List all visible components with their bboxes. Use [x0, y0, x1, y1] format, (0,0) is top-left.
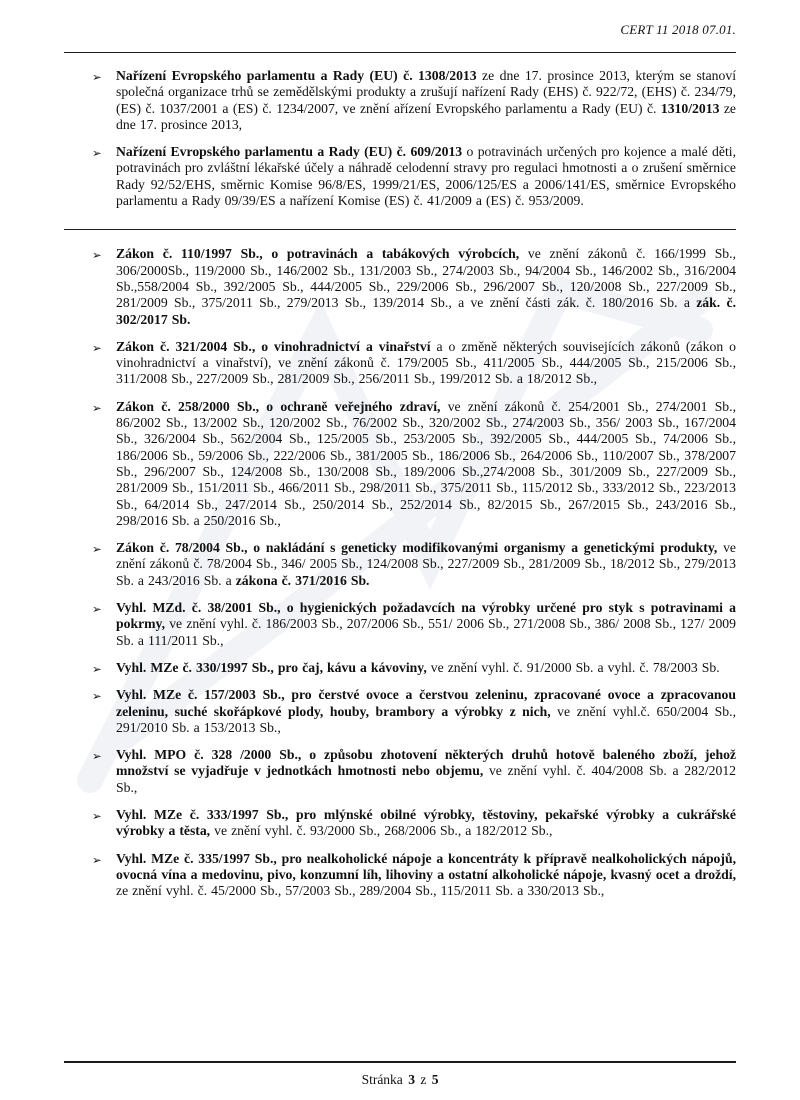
list-item [64, 246, 736, 327]
item-text: Zákon č. 110/1997 Sb., o potravinách a tabákových výrobcích, ve znění zákonů č. 166/1999 Sb., 306/2000Sb., 119/2000 Sb., 146/2002 Sb., 131/2003 Sb., 274/2003 Sb., 94/2004 Sb., 146/2002 Sb., 316/2004 Sb.,558/2004 Sb., 392/2005 Sb., 444/2005 Sb., 229/2006 Sb., 296/2007 Sb., 120/2008 Sb., 227/2009 Sb., 281/2009 Sb., 375/2011 Sb., 279/2013 Sb., 139/2014 Sb., a ve znění části zák. č. 180/2016 Sb. a zák. č. 302/2017 Sb. [116, 246, 736, 327]
list-item [64, 687, 736, 736]
item-text: Vyhl. MPO č. 328 /2000 Sb., o způsobu zhotovení některých druhů hotově baleného zboží, jehož množství se vyjadřuje v jednotkách hmotnosti nebo objemu, ve znění vyhl. č. 404/2008 Sb. a 282/2012 Sb., [116, 747, 737, 795]
item-text: Vyhl. MZe č. 330/1997 Sb., pro čaj, kávu a kávoviny, ve znění vyhl. č. 91/2000 Sb. a vyhl. č. 78/2003 Sb. [116, 659, 720, 675]
footer-of-label: z [420, 1072, 427, 1087]
item-text: Nařízení Evropského parlamentu a Rady (EU) č. 609/2013 o potravinách určených pro kojence a malé děti, potravinách pro zvláštní lékařské účely a náhradě celodenní stravy pro regulaci hmotnosti a o zrušení směrnice Rady 92/52/EHS, směrnic Komise 96/8/ES, 1999/21/ES, 2006/125/ES a 2006/141/ES, směrnice Evropského parlamentu a Rady 09/39/ES a nařízení Komise (ES) č. 41/2009 a (ES) č. 953/2009. [116, 144, 736, 209]
list-item [64, 851, 736, 900]
arrow-bullet-icon: ➢ [92, 340, 102, 355]
list-item [64, 660, 736, 676]
list-item [64, 68, 736, 133]
arrow-bullet-icon: ➢ [92, 661, 102, 676]
section-divider [64, 229, 736, 230]
list-item [64, 399, 736, 529]
item-text: Nařízení Evropského parlamentu a Rady (EU) č. 1308/2013 ze dne 17. prosince 2013, kterým se stanoví společná organizace trhů se zemědělskými produkty a zrušují nařízení Rady (EHS) č. 922/72, (EHS) č. 234/79, (ES) č. 1037/2001 a (ES) č. 1234/2007, ve znění ařízení Evropského parlamentu a Rady (EU) č. 1310/2013 ze dne 17. prosince 2013, [116, 68, 736, 132]
footer-page-number: 3 [408, 1072, 415, 1087]
item-text: Zákon č. 258/2000 Sb., o ochraně veřejného zdraví, ve znění zákonů č. 254/2001 Sb., 274/2001 Sb., 86/2002 Sb., 13/2002 Sb., 120/2002 Sb., 76/2002 Sb., 320/2002 Sb., 274/2003 Sb., 356/ 2003 Sb., 167/2004 Sb., 326/2004 Sb., 562/2004 Sb., 125/2005 Sb., 253/2005 Sb., 392/2005 Sb., 444/2005 Sb., 74/2006 Sb., 186/2006 Sb., 59/2006 Sb., 222/2006 Sb., 381/2005 Sb., 186/2006 Sb., 264/2006 Sb., 110/2007 Sb., 378/2007 Sb., 296/2007 Sb., 124/2008 Sb., 130/2008 Sb., 189/2006 Sb.,274/2008 Sb., 301/2009 Sb., 227/2009 Sb., 281/2009 Sb., 151/2011 Sb., 466/2011 Sb., 298/2011 Sb., 375/2011 Sb., 115/2012 Sb., 333/2012 Sb., 223/2013 Sb., 64/2014 Sb., 247/2014 Sb., 250/2014 Sb., 252/2014 Sb., 82/2015 Sb., 267/2015 Sb., 243/2016 Sb., 298/2016 Sb. a 250/2016 Sb., [116, 398, 736, 528]
arrow-bullet-icon: ➢ [92, 542, 102, 557]
footer-total-pages: 5 [431, 1072, 439, 1087]
document-code: CERT 11 2018 07.01. [620, 22, 736, 37]
list-item [64, 600, 736, 649]
list-item [64, 540, 736, 589]
footer-page-label: Stránka [361, 1072, 403, 1087]
item-text: Zákon č. 78/2004 Sb., o nakládání s geneticky modifikovanými organismy a genetickými produkty, ve znění zákonů č. 78/2004 Sb., 346/ 2005 Sb., 124/2008 Sb., 227/2009 Sb., 281/2009 Sb., 18/2012 Sb., 279/2013 Sb. a 243/2016 Sb. a zákona č. 371/2016 Sb. [116, 540, 736, 588]
arrow-bullet-icon: ➢ [92, 602, 102, 617]
legal-list [64, 68, 736, 910]
header-rule [64, 52, 736, 53]
item-text: Vyhl. MZe č. 335/1997 Sb., pro nealkoholické nápoje a koncentráty k přípravě nealkoholických nápojů, ovocná vína a medovinu, pivo, konzumní líh, lihoviny a ostatní alkoholické nápoje, kvasný ocet a droždí, ze znění vyhl. č. 45/2000 Sb., 57/2003 Sb., 289/2004 Sb., 115/2011 Sb. a 330/2013 Sb., [116, 850, 736, 899]
arrow-bullet-icon: ➢ [92, 852, 102, 867]
arrow-bullet-icon: ➢ [92, 146, 102, 161]
arrow-bullet-icon: ➢ [92, 70, 102, 84]
list-item [64, 144, 736, 209]
item-text: Vyhl. MZd. č. 38/2001 Sb., o hygienických požadavcích na výrobky určené pro styk s potravinami a pokrmy, ve znění vyhl. č. 186/2003 Sb., 207/2006 Sb., 551/ 2006 Sb., 271/2008 Sb., 386/ 2008 Sb., 127/ 2009 Sb. a 111/2011 Sb., [116, 600, 736, 648]
arrow-bullet-icon: ➢ [92, 749, 102, 764]
item-text: Zákon č. 321/2004 Sb., o vinohradnictví a vinařství a o změně některých souvisejících zákonů (zákon o vinohradnictví a vinařství), ve znění zákonů č. 179/2005 Sb., 411/2005 Sb., 444/2005 Sb., 215/2006 Sb., 311/2008 Sb., 227/2009 Sb., 281/2009 Sb., 256/2011 Sb., 199/2012 Sb. a 18/2012 Sb., [116, 338, 736, 387]
list-item [64, 339, 736, 388]
arrow-bullet-icon: ➢ [92, 400, 102, 415]
arrow-bullet-icon: ➢ [92, 689, 102, 704]
list-item [64, 807, 736, 840]
page-footer [0, 1072, 800, 1088]
item-text: Vyhl. MZe č. 157/2003 Sb., pro čerstvé ovoce a čerstvou zeleninu, zpracované ovoce a zpracovanou zeleninu, suché skořápkové plody, houby, brambory a výrobky z nich, ve znění vyhl.č. 650/2004 Sb., 291/2010 Sb. a 153/2013 Sb., [116, 687, 736, 735]
footer-rule [64, 1061, 736, 1063]
item-text: Vyhl. MZe č. 333/1997 Sb., pro mlýnské obilné výrobky, těstoviny, pekařské výrobky a cukrářské výrobky a těsta, ve znění vyhl. č. 93/2000 Sb., 268/2006 Sb., a 182/2012 Sb., [116, 806, 736, 839]
arrow-bullet-icon: ➢ [92, 248, 102, 263]
arrow-bullet-icon: ➢ [92, 808, 102, 823]
list-item [64, 747, 736, 796]
